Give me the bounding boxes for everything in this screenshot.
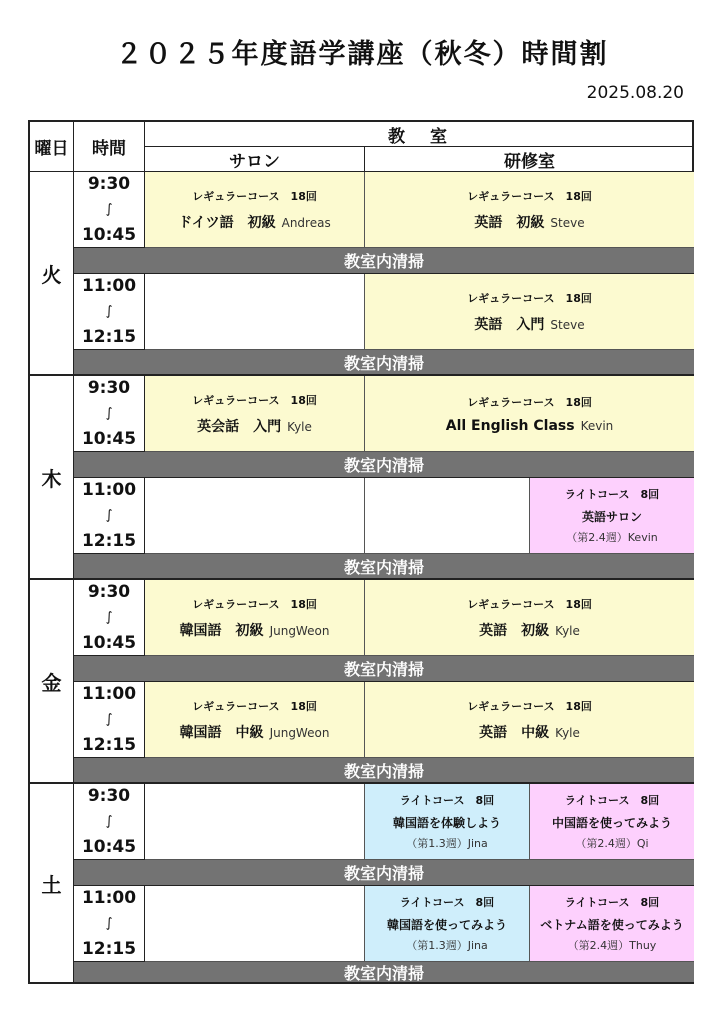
course-fri1-salon: レギュラーコース 18回 韓国語 初級 JungWeon: [145, 580, 365, 656]
course-sat1-room-left: ライトコース 8回 韓国語を体験しよう （第1.3週）Jina: [365, 784, 530, 860]
time-slot-2: 11:00 ∫ 12:15: [74, 886, 145, 962]
time-slot-2: 11:00 ∫ 12:15: [74, 682, 145, 758]
course-thu1-salon: レギュラーコース 18回 英会話 入門 Kyle: [145, 376, 365, 452]
course-sat1-salon-empty: [145, 784, 365, 860]
cleaning-bar: 教室内清掃: [74, 656, 694, 682]
course-thu2-salon-empty: [145, 478, 365, 554]
course-fri2-salon: レギュラーコース 18回 韓国語 中級 JungWeon: [145, 682, 365, 758]
cleaning-bar: 教室内清掃: [74, 860, 694, 886]
cleaning-bar: 教室内清掃: [74, 452, 694, 478]
document-date: 2025.08.20: [586, 83, 684, 103]
header-day: 曜日: [30, 122, 74, 172]
day-thursday: 木: [30, 376, 74, 580]
day-tuesday: 火: [30, 172, 74, 376]
course-thu2-room-left-empty: [365, 478, 530, 554]
course-fri2-room: レギュラーコース 18回 英語 中級 Kyle: [365, 682, 694, 758]
time-slot-1: 9:30 ∫ 10:45: [74, 784, 145, 860]
header-classroom: 教 室: [145, 122, 694, 147]
cleaning-bar: 教室内清掃: [74, 554, 694, 580]
course-sat2-room-right: ライトコース 8回 ベトナム語を使ってみよう （第2.4週）Thuy: [530, 886, 694, 962]
timetable: [28, 120, 694, 984]
cleaning-bar: 教室内清掃: [74, 248, 694, 274]
course-thu2-room-right: ライトコース 8回 英語サロン （第2.4週）Kevin: [530, 478, 694, 554]
course-sat1-room-right: ライトコース 8回 中国語を使ってみよう （第2.4週）Qi: [530, 784, 694, 860]
course-sat2-salon-empty: [145, 886, 365, 962]
header-salon: サロン: [145, 147, 365, 172]
course-thu1-room: レギュラーコース 18回 All English Class Kevin: [365, 376, 694, 452]
course-tue2-room: レギュラーコース 18回 英語 入門 Steve: [365, 274, 694, 350]
cleaning-bar: 教室内清掃: [74, 758, 694, 784]
header-time: 時間: [74, 122, 145, 172]
course-tue1-salon: レギュラーコース 18回 ドイツ語 初級 Andreas: [145, 172, 365, 248]
course-sat2-room-left: ライトコース 8回 韓国語を使ってみよう （第1.3週）Jina: [365, 886, 530, 962]
time-slot-1: 9:30 ∫ 10:45: [74, 172, 145, 248]
time-slot-1: 9:30 ∫ 10:45: [74, 580, 145, 656]
time-slot-2: 11:00 ∫ 12:15: [74, 274, 145, 350]
course-tue2-salon-empty: [145, 274, 365, 350]
course-tue1-room: レギュラーコース 18回 英語 初級 Steve: [365, 172, 694, 248]
day-friday: 金: [30, 580, 74, 784]
time-slot-1: 9:30 ∫ 10:45: [74, 376, 145, 452]
page-title: ２０２５年度語学講座（秋冬）時間割: [115, 39, 609, 70]
course-fri1-room: レギュラーコース 18回 英語 初級 Kyle: [365, 580, 694, 656]
time-slot-2: 11:00 ∫ 12:15: [74, 478, 145, 554]
header-training-room: 研修室: [365, 147, 694, 172]
day-saturday: 土: [30, 784, 74, 982]
cleaning-bar: 教室内清掃: [74, 350, 694, 376]
cleaning-bar: 教室内清掃: [74, 962, 694, 982]
